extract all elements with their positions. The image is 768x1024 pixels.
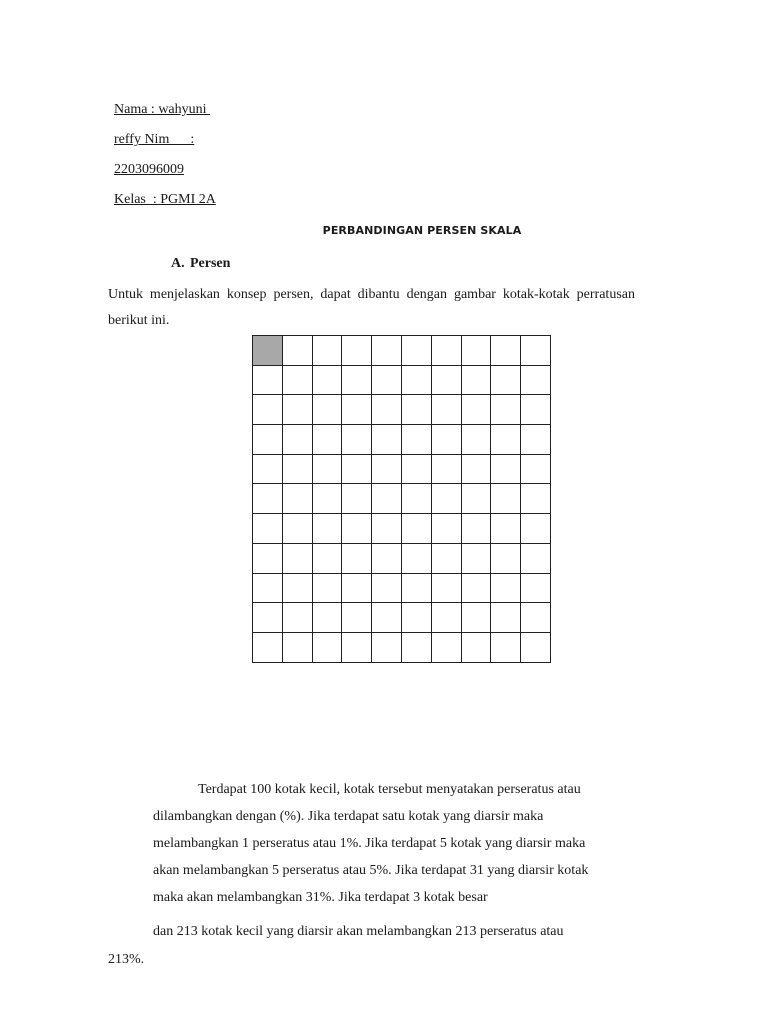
grid-cell (432, 574, 462, 604)
grid-cell (253, 514, 283, 544)
grid-cell (432, 544, 462, 574)
grid-cell (313, 366, 343, 396)
grid-cell (491, 395, 521, 425)
grid-cell (432, 455, 462, 485)
grid-cell (491, 603, 521, 633)
grid-cell (491, 633, 521, 663)
grid-cell (283, 484, 313, 514)
grid-cell (521, 603, 551, 633)
grid-cell (372, 395, 402, 425)
grid-cell-shaded (253, 336, 283, 366)
section-letter: A. (171, 256, 185, 271)
grid-cell (402, 514, 432, 544)
grid-cell (402, 395, 432, 425)
student-name-line: Nama : wahyuni (114, 102, 211, 117)
grid-cell (402, 455, 432, 485)
grid-cell (432, 514, 462, 544)
grid-cell (372, 544, 402, 574)
grid-cell (253, 425, 283, 455)
explanation-line-1: Terdapat 100 kotak kecil, kotak tersebut menyatakan perseratus atau (198, 782, 581, 797)
grid-cell (283, 366, 313, 396)
explanation-line-5: maka akan melambangkan 31%. Jika terdapat 3 kotak besar (153, 890, 488, 905)
grid-cell (283, 574, 313, 604)
grid-cell (372, 574, 402, 604)
grid-cell (283, 395, 313, 425)
grid-cell (342, 603, 372, 633)
grid-cell (462, 395, 492, 425)
intro-paragraph: Untuk menjelaskan konsep persen, dapat dibantu dengan gambar kotak-kotak perratusan berikut ini. (108, 287, 635, 328)
grid-cell (402, 603, 432, 633)
grid-cell (402, 544, 432, 574)
grid-cell (432, 603, 462, 633)
grid-cell (342, 544, 372, 574)
explanation-line-3: melambangkan 1 perseratus atau 1%. Jika terdapat 5 kotak yang diarsir maka (153, 836, 586, 851)
grid-cell (491, 514, 521, 544)
grid-cell (253, 484, 283, 514)
grid-cell (521, 395, 551, 425)
grid-cell (521, 633, 551, 663)
grid-cell (491, 574, 521, 604)
grid-cell (313, 425, 343, 455)
grid-cell (283, 514, 313, 544)
grid-cell (432, 336, 462, 366)
grid-cell (372, 455, 402, 485)
grid-cell (313, 484, 343, 514)
grid-cell (521, 425, 551, 455)
grid-cell (313, 455, 343, 485)
grid-cell (253, 455, 283, 485)
grid-cell (402, 425, 432, 455)
grid-cell (342, 455, 372, 485)
grid-cell (313, 603, 343, 633)
grid-cell (313, 514, 343, 544)
grid-cell (253, 603, 283, 633)
explanation-line-6: dan 213 kotak kecil yang diarsir akan melambangkan 213 perseratus atau (153, 924, 564, 939)
grid-cell (521, 366, 551, 396)
grid-cell (402, 484, 432, 514)
grid-cell (342, 366, 372, 396)
grid-cell (372, 484, 402, 514)
grid-cell (313, 574, 343, 604)
grid-cell (283, 633, 313, 663)
student-nim-label-line: reffy Nim : (114, 132, 195, 147)
grid-cell (342, 633, 372, 663)
grid-cell (432, 395, 462, 425)
document-title: PERBANDINGAN PERSEN SKALA (322, 224, 522, 237)
grid-cell (313, 395, 343, 425)
grid-cell (521, 514, 551, 544)
grid-cell (253, 633, 283, 663)
grid-cell (521, 484, 551, 514)
grid-cell (253, 544, 283, 574)
grid-cell (462, 425, 492, 455)
grid-cell (372, 514, 402, 544)
grid-cell (462, 484, 492, 514)
grid-cell (283, 544, 313, 574)
grid-cell (372, 366, 402, 396)
grid-cell (491, 484, 521, 514)
grid-cell (462, 574, 492, 604)
grid-cell (521, 336, 551, 366)
grid-cell (491, 336, 521, 366)
grid-cell (402, 336, 432, 366)
grid-cell (283, 455, 313, 485)
grid-cell (432, 366, 462, 396)
grid-cell (402, 366, 432, 396)
grid-cell (342, 336, 372, 366)
explanation-line-2: dilambangkan dengan (%). Jika terdapat satu kotak yang diarsir maka (153, 809, 544, 824)
explanation-line-7: 213%. (108, 952, 145, 967)
hundred-box-grid (252, 335, 551, 663)
grid-cell (253, 366, 283, 396)
grid-cell (283, 425, 313, 455)
grid-cell (462, 603, 492, 633)
grid-cell (432, 425, 462, 455)
grid-cell (283, 336, 313, 366)
grid-cell (342, 484, 372, 514)
grid-cell (253, 395, 283, 425)
explanation-line-4: akan melambangkan 5 perseratus atau 5%. Jika terdapat 31 yang diarsir kotak (153, 863, 589, 878)
section-label: Persen (190, 256, 231, 271)
grid-cell (402, 574, 432, 604)
grid-cell (462, 336, 492, 366)
grid-cell (372, 603, 402, 633)
grid-cell (253, 574, 283, 604)
grid-cell (462, 514, 492, 544)
student-nim-value-line: 2203096009 (114, 162, 184, 177)
grid-cell (462, 633, 492, 663)
grid-cell (372, 336, 402, 366)
grid-cell (342, 425, 372, 455)
grid-cell (462, 455, 492, 485)
grid-cell (491, 544, 521, 574)
student-class-line: Kelas : PGMI 2A (114, 192, 216, 207)
grid-cell (491, 366, 521, 396)
grid-cell (313, 336, 343, 366)
grid-cell (462, 366, 492, 396)
grid-cell (491, 455, 521, 485)
grid-cell (491, 425, 521, 455)
grid-cell (372, 633, 402, 663)
grid-cell (372, 425, 402, 455)
grid-cell (432, 633, 462, 663)
grid-cell (342, 395, 372, 425)
grid-cell (402, 633, 432, 663)
grid-cell (432, 484, 462, 514)
grid-cell (342, 574, 372, 604)
grid-cell (521, 544, 551, 574)
grid-cell (313, 544, 343, 574)
grid-cell (342, 514, 372, 544)
grid-cell (521, 574, 551, 604)
grid-cell (521, 455, 551, 485)
grid-cell (462, 544, 492, 574)
section-heading (171, 256, 230, 272)
grid-cell (313, 633, 343, 663)
grid-cell (283, 603, 313, 633)
